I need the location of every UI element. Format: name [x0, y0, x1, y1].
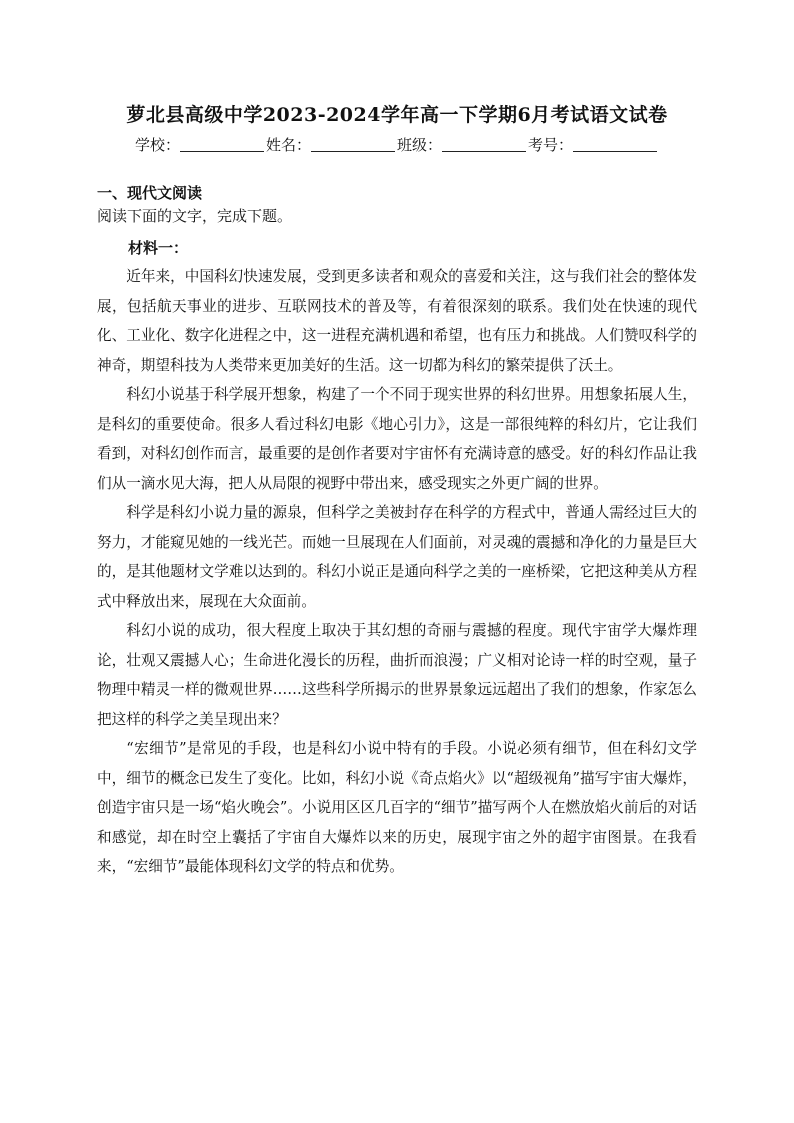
- class-label: 班级：: [397, 136, 443, 154]
- paragraph: 科幻小说的成功，很大程度上取决于其幻想的奇丽与震撼的程度。现代宇宙学大爆炸理论，壮观又震撼人心；生命进化漫长的历程，曲折而浪漫；广义相对论诗一样的时空观，量子物理中精灵一样的微观世界……这些科学所揭示的世界景象远远超出了我们的想象，作家怎么把这样的科学之美呈现出来？: [97, 622, 697, 728]
- class-blank: [442, 137, 526, 152]
- paragraph: 科幻小说基于科学展开想象，构建了一个不同于现实世界的科幻世界。用想象拓展人生，是科幻的重要使命。很多人看过科幻电影《地心引力》，这是一部很纯粹的科幻片，它让我们看到，对科幻创作而言，最重要的是创作者要对宇宙怀有充满诗意的感受。好的科幻作品让我们从一滴水见大海，把人从局限的视野中带出来，感受现实之外更广阔的世界。: [97, 386, 697, 492]
- section-heading: 一、现代文阅读: [97, 184, 203, 202]
- exam-title: 萝北县高级中学2023-2024学年高一下学期6月考试语文试卷: [126, 104, 668, 126]
- school-blank: [180, 137, 264, 152]
- paragraph: “宏细节”是常见的手段，也是科幻小说中特有的手段。小说必须有细节，但在科幻文学中，细节的概念已发生了变化。比如，科幻小说《奇点焰火》以“超级视角”描写宇宙大爆炸，创造宇宙只是一场“焰火晚会”。小说用区区几百字的“细节”描写两个人在燃放焰火前后的对话和感觉，却在时空上囊括了宇宙自大爆炸以来的历史，展现宇宙之外的超宇宙图景。在我看来，“宏细节”最能体现科幻文学的特点和优势。: [97, 740, 697, 875]
- passage-body: [97, 262, 697, 882]
- school-label: 学校：: [134, 136, 180, 154]
- material-label: 材料一：: [128, 239, 189, 257]
- reading-instruction: 阅读下面的文字，完成下题。: [97, 207, 293, 225]
- name-blank: [311, 137, 395, 152]
- exam-number-blank: [573, 137, 657, 152]
- exam-number-label: 考号：: [528, 136, 574, 154]
- name-label: 姓名：: [265, 136, 311, 154]
- paragraph: 科学是科幻小说力量的源泉，但科学之美被封存在科学的方程式中，普通人需经过巨大的努力，才能窥见她的一线光芒。而她一旦展现在人们面前，对灵魂的震撼和净化的力量是巨大的，是其他题材文学难以达到的。科幻小说正是通向科学之美的一座桥梁，它把这种美从方程式中释放出来，展现在大众面前。: [97, 504, 697, 610]
- student-info-line: [0, 134, 794, 155]
- paragraph: 近年来，中国科幻快速发展，受到更多读者和观众的喜爱和关注，这与我们社会的整体发展，包括航天事业的进步、互联网技术的普及等，有着很深刻的联系。我们处在快速的现代化、工业化、数字化进程之中，这一进程充满机遇和希望，也有压力和挑战。人们赞叹科学的神奇，期望科技为人类带来更加美好的生活。这一切都为科幻的繁荣提供了沃土。: [97, 268, 697, 374]
